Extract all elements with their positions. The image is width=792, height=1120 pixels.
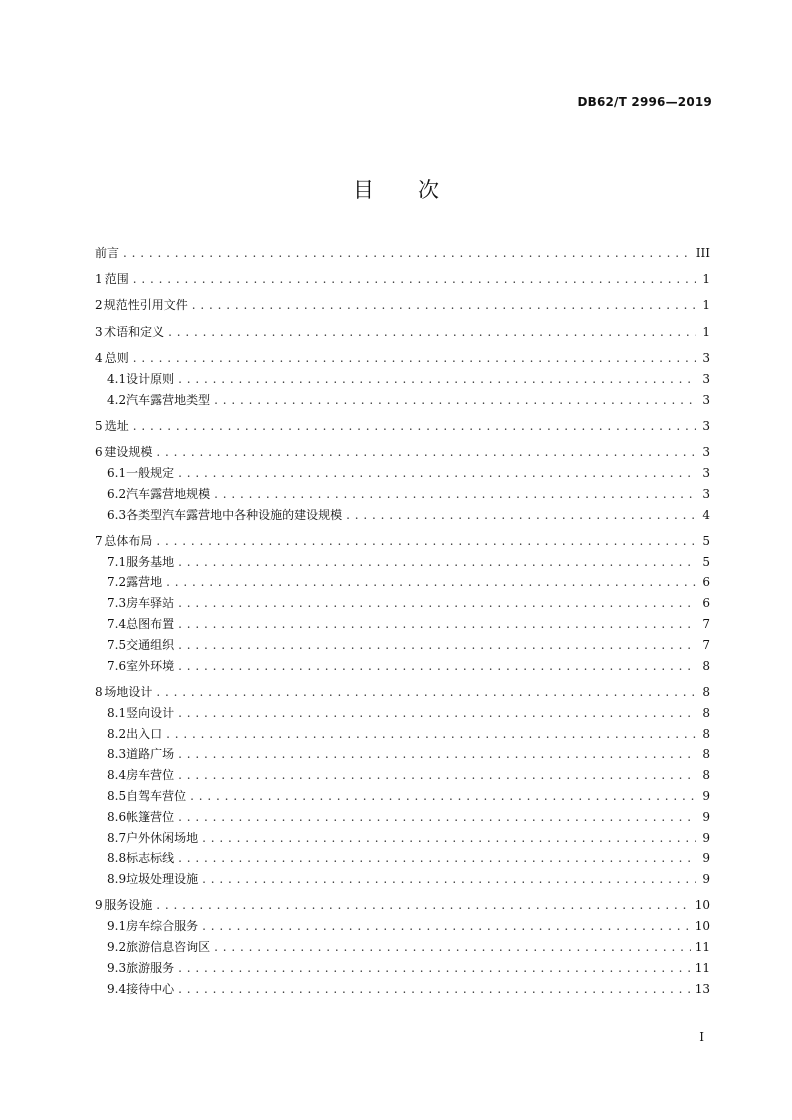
toc-dot-leader xyxy=(166,727,696,741)
toc-dot-leader xyxy=(202,831,696,845)
toc-entry-page: 13 xyxy=(694,981,710,996)
toc-entry-number: 5 xyxy=(95,418,103,433)
toc-dot-leader xyxy=(178,466,696,480)
toc-entry-page: 3 xyxy=(702,371,710,386)
toc-section-entry[interactable] xyxy=(95,761,710,782)
toc-section-entry[interactable] xyxy=(95,933,710,954)
page-title: 目次 xyxy=(353,178,483,202)
toc-dot-leader xyxy=(178,372,696,386)
toc-entry-number: 9.2 xyxy=(107,940,127,954)
toc-entry-page: 3 xyxy=(702,392,710,407)
toc-entry-label: 建设规模 xyxy=(104,445,153,460)
toc-dot-leader xyxy=(178,810,696,824)
toc-entry-page: 3 xyxy=(702,465,710,480)
toc-section-entry[interactable] xyxy=(95,386,710,407)
toc-dot-leader xyxy=(178,982,691,996)
toc-dot-leader xyxy=(178,638,696,652)
toc-section-entry[interactable] xyxy=(95,589,710,610)
toc-dot-leader xyxy=(178,706,696,720)
toc-entry-label: 标志标线 xyxy=(126,851,175,866)
toc-entry-page: 8 xyxy=(702,768,710,783)
toc-entry-page: 9 xyxy=(702,872,710,887)
toc-dot-leader xyxy=(156,534,696,548)
toc-entry-page: 8 xyxy=(702,658,710,673)
toc-entry-label: 户外休闲场地 xyxy=(126,830,199,845)
toc-entry-page: 9 xyxy=(702,851,710,866)
toc-entry-label: 汽车露营地规模 xyxy=(126,486,211,501)
toc-dot-leader xyxy=(214,940,691,954)
toc-entry-number: 8.9 xyxy=(107,872,127,887)
toc-chapter-entry[interactable] xyxy=(95,412,710,433)
toc-dot-leader xyxy=(166,575,696,589)
toc-entry-number: 7.3 xyxy=(107,596,127,611)
toc-dot-leader xyxy=(123,246,692,260)
toc-entry-page: 3 xyxy=(702,418,710,433)
toc-dot-leader xyxy=(156,445,696,459)
toc-chapter-entry[interactable] xyxy=(95,318,710,339)
toc-entry-number: 9 xyxy=(95,898,103,913)
toc-dot-leader xyxy=(190,789,696,803)
toc-dot-leader xyxy=(168,325,696,339)
toc-section-entry[interactable] xyxy=(95,501,710,522)
toc-chapter-entry[interactable] xyxy=(95,344,710,365)
toc-section-entry[interactable] xyxy=(95,480,710,501)
toc-dot-leader xyxy=(133,272,696,286)
toc-section-entry[interactable] xyxy=(95,824,710,845)
page-number: I xyxy=(699,1030,704,1044)
toc-entry-label: 房车营位 xyxy=(126,768,175,783)
toc-entry-label: 术语和定义 xyxy=(104,324,165,339)
toc-entry-number: 1 xyxy=(95,272,103,287)
toc-dot-leader xyxy=(133,351,696,365)
toc-entry-page: 8 xyxy=(702,705,710,720)
toc-entry-label: 室外环境 xyxy=(126,658,175,673)
toc-entry-label: 自驾车营位 xyxy=(126,788,187,803)
toc-entry-page: 3 xyxy=(702,350,710,365)
toc-entry-number: 9.4 xyxy=(107,981,127,996)
toc-dot-leader xyxy=(202,872,696,886)
toc-dot-leader xyxy=(178,961,691,975)
toc-entry-label: 汽车露营地类型 xyxy=(126,392,211,407)
toc-entry-number: 2 xyxy=(95,298,103,313)
toc-entry-number: 8.1 xyxy=(107,705,127,720)
toc-section-entry[interactable] xyxy=(95,741,710,762)
toc-section-entry[interactable] xyxy=(95,865,710,886)
toc-entry-label: 规范性引用文件 xyxy=(103,298,188,313)
toc-dot-leader xyxy=(178,747,696,761)
toc-entry-label: 一般规定 xyxy=(126,465,175,480)
toc-entry-label: 总体布局 xyxy=(104,533,153,548)
toc-entry-page: 7 xyxy=(702,637,710,652)
toc-entry-number: 3 xyxy=(95,324,103,339)
toc-entry-page: 1 xyxy=(702,272,710,287)
toc-chapter-entry[interactable] xyxy=(95,438,710,459)
toc-entry-label: 垃圾处理设施 xyxy=(126,872,199,887)
toc-chapter-entry[interactable] xyxy=(95,678,710,699)
toc-dot-leader xyxy=(214,487,696,501)
toc-entry-number: 9.3 xyxy=(107,960,127,975)
toc-entry-page: 10 xyxy=(694,919,710,934)
toc-entry-page: 11 xyxy=(694,960,710,975)
toc-chapter-entry[interactable] xyxy=(95,265,710,286)
toc-entry-number: 8.7 xyxy=(107,830,127,845)
toc-entry-number: 4.2 xyxy=(107,392,127,407)
toc-section-entry[interactable] xyxy=(95,845,710,866)
toc-entry-number: 9.1 xyxy=(107,919,127,934)
toc-section-entry[interactable] xyxy=(95,975,710,996)
toc-dot-leader xyxy=(178,617,696,631)
toc-entry-label: 前言 xyxy=(95,245,120,260)
toc-dot-leader xyxy=(156,898,690,912)
toc-chapter-entry[interactable] xyxy=(95,892,710,913)
toc-dot-leader xyxy=(178,851,696,865)
toc-entry-label: 旅游信息咨询区 xyxy=(126,940,211,954)
toc-entry-number: 8.4 xyxy=(107,768,127,783)
toc-entry-page: III xyxy=(695,245,710,260)
toc-section-entry[interactable] xyxy=(95,569,710,590)
toc-entry-number: 8.3 xyxy=(107,747,127,762)
table-of-contents xyxy=(95,239,710,996)
toc-entry-page: 9 xyxy=(702,809,710,824)
toc-entry-number: 7.5 xyxy=(107,637,127,652)
toc-entry-label: 场地设计 xyxy=(104,684,153,699)
toc-section-entry[interactable] xyxy=(95,699,710,720)
toc-section-entry[interactable] xyxy=(95,631,710,652)
toc-entry-label: 选址 xyxy=(104,418,129,433)
toc-dot-leader xyxy=(346,508,696,522)
toc-section-entry[interactable] xyxy=(95,912,710,933)
toc-entry-number: 6.3 xyxy=(107,507,127,522)
toc-entry-page: 11 xyxy=(694,940,710,954)
toc-section-entry[interactable] xyxy=(95,782,710,803)
toc-entry-page: 7 xyxy=(702,617,710,632)
toc-entry-page: 9 xyxy=(702,830,710,845)
toc-entry-number: 6.1 xyxy=(107,465,127,480)
toc-section-entry[interactable] xyxy=(95,365,710,386)
toc-chapter-entry[interactable] xyxy=(95,292,710,313)
toc-entry-page: 4 xyxy=(702,507,710,522)
toc-dot-leader xyxy=(178,555,696,569)
toc-entry-label: 房车综合服务 xyxy=(126,919,199,934)
document-code: DB62/T 2996—2019 xyxy=(577,95,712,109)
toc-section-entry[interactable] xyxy=(95,548,710,569)
toc-entry-page: 3 xyxy=(702,486,710,501)
toc-entry-label: 交通组织 xyxy=(126,637,175,652)
toc-entry-label: 范围 xyxy=(104,272,129,287)
toc-entry-label: 总图布置 xyxy=(126,617,175,632)
toc-dot-leader xyxy=(156,685,696,699)
toc-entry-number: 7.6 xyxy=(107,658,127,673)
toc-entry-page: 9 xyxy=(702,788,710,803)
toc-dot-leader xyxy=(178,596,696,610)
toc-dot-leader xyxy=(214,393,696,407)
toc-entry-label: 房车驿站 xyxy=(126,596,175,611)
toc-section-entry[interactable] xyxy=(95,803,710,824)
toc-entry-label: 道路广场 xyxy=(126,747,175,762)
toc-entry-page: 6 xyxy=(702,575,710,590)
toc-entry-label: 帐篷营位 xyxy=(126,809,175,824)
toc-entry-page: 1 xyxy=(702,298,710,313)
toc-chapter-entry[interactable] xyxy=(95,527,710,548)
toc-section-entry[interactable] xyxy=(95,459,710,480)
toc-chapter-entry[interactable] xyxy=(95,239,710,260)
toc-section-entry[interactable] xyxy=(95,652,710,673)
toc-entry-number: 7.1 xyxy=(107,554,127,569)
toc-dot-leader xyxy=(202,919,691,933)
toc-entry-label: 出入口 xyxy=(126,726,163,741)
toc-entry-page: 5 xyxy=(702,554,710,569)
toc-entry-page: 3 xyxy=(702,445,710,460)
toc-entry-number: 4 xyxy=(95,350,103,365)
toc-entry-number: 8 xyxy=(95,684,103,699)
toc-entry-number: 7 xyxy=(95,533,103,548)
toc-entry-page: 5 xyxy=(702,533,710,548)
toc-entry-number: 8.2 xyxy=(107,726,127,741)
toc-section-entry[interactable] xyxy=(95,954,710,975)
toc-entry-label: 服务设施 xyxy=(104,898,153,913)
toc-entry-label: 接待中心 xyxy=(126,981,175,996)
toc-dot-leader xyxy=(178,659,696,673)
toc-entry-label: 各类型汽车露营地中各种设施的建设规模 xyxy=(126,507,343,522)
toc-entry-page: 6 xyxy=(702,596,710,611)
toc-entry-page: 10 xyxy=(694,898,710,913)
toc-section-entry[interactable] xyxy=(95,610,710,631)
toc-entry-page: 1 xyxy=(702,324,710,339)
toc-dot-leader xyxy=(178,768,696,782)
toc-entry-page: 8 xyxy=(702,684,710,699)
toc-entry-label: 竖向设计 xyxy=(126,705,175,720)
toc-entry-number: 8.5 xyxy=(107,788,127,803)
toc-entry-number: 4.1 xyxy=(107,371,127,386)
toc-entry-number: 7.2 xyxy=(107,575,127,590)
toc-entry-number: 8.6 xyxy=(107,809,127,824)
toc-entry-label: 旅游服务 xyxy=(126,960,175,975)
toc-dot-leader xyxy=(133,419,696,433)
toc-dot-leader xyxy=(192,298,696,312)
toc-entry-page: 8 xyxy=(702,747,710,762)
toc-entry-label: 服务基地 xyxy=(126,554,175,569)
toc-entry-number: 6 xyxy=(95,445,103,460)
toc-entry-label: 设计原则 xyxy=(126,371,175,386)
toc-entry-page: 8 xyxy=(702,726,710,741)
toc-entry-label: 露营地 xyxy=(126,575,163,590)
toc-section-entry[interactable] xyxy=(95,720,710,741)
toc-entry-number: 8.8 xyxy=(107,851,127,866)
toc-entry-number: 6.2 xyxy=(107,486,127,501)
toc-entry-number: 7.4 xyxy=(107,617,127,632)
toc-entry-label: 总则 xyxy=(104,350,129,365)
